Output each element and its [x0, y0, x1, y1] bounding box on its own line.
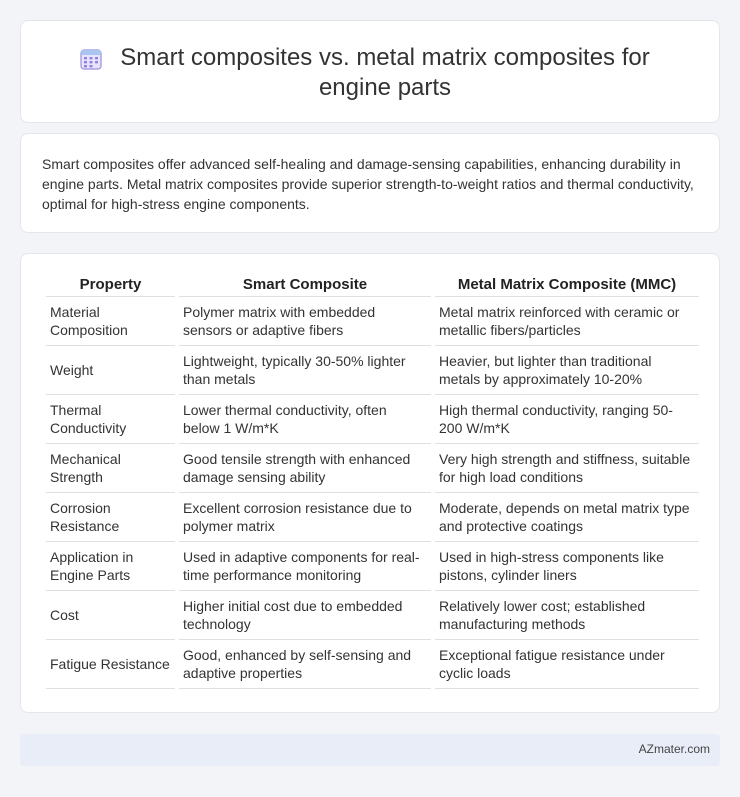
- mmc-cell: Moderate, depends on metal matrix type and protective coatings: [435, 493, 699, 542]
- table-row: [46, 395, 699, 444]
- comparison-card: [20, 253, 720, 713]
- property-cell: Material Composition: [46, 297, 175, 346]
- property-cell: Corrosion Resistance: [46, 493, 175, 542]
- footer: [20, 734, 720, 766]
- summary-text: Smart composites offer advanced self-healing and damage-sensing capabilities, enhancing durability in engine parts. Metal matrix composites provide superior strength-to-weight ratios and thermal conductivity, optimal for high-stress engine components.: [42, 156, 694, 212]
- summary-card: [20, 133, 720, 233]
- title-card: [20, 20, 720, 123]
- table-row: [46, 297, 699, 346]
- property-cell: Cost: [46, 591, 175, 640]
- mmc-cell: High thermal conductivity, ranging 50-200 W/m*K: [435, 395, 699, 444]
- mmc-cell: Heavier, but lighter than traditional metals by approximately 10-20%: [435, 346, 699, 395]
- table-row: [46, 346, 699, 395]
- property-cell: Fatigue Resistance: [46, 640, 175, 689]
- header-mmc: Metal Matrix Composite (MMC): [435, 275, 699, 297]
- table-row: [46, 493, 699, 542]
- property-cell: Mechanical Strength: [46, 444, 175, 493]
- mmc-cell: Metal matrix reinforced with ceramic or metallic fibers/particles: [435, 297, 699, 346]
- smart-composite-cell: Used in adaptive components for real-time performance monitoring: [179, 542, 431, 591]
- property-cell: Application in Engine Parts: [46, 542, 175, 591]
- smart-composite-cell: Good tensile strength with enhanced damage sensing ability: [179, 444, 431, 493]
- table-header-row: [46, 275, 699, 297]
- table-row: [46, 591, 699, 640]
- smart-composite-cell: Lower thermal conductivity, often below 1 W/m*K: [179, 395, 431, 444]
- header-property: Property: [46, 275, 175, 297]
- page-title: Smart composites vs. metal matrix composites for engine parts: [120, 44, 650, 101]
- property-cell: Thermal Conductivity: [46, 395, 175, 444]
- header-smart-composite: Smart Composite: [179, 275, 431, 297]
- property-cell: Weight: [46, 346, 175, 395]
- smart-composite-cell: Polymer matrix with embedded sensors or adaptive fibers: [179, 297, 431, 346]
- mmc-cell: Used in high-stress components like pistons, cylinder liners: [435, 542, 699, 591]
- smart-composite-cell: Good, enhanced by self-sensing and adaptive properties: [179, 640, 431, 689]
- smart-composite-cell: Higher initial cost due to embedded technology: [179, 591, 431, 640]
- mmc-cell: Very high strength and stiffness, suitable for high load conditions: [435, 444, 699, 493]
- smart-composite-cell: Lightweight, typically 30-50% lighter than metals: [179, 346, 431, 395]
- table-row: [46, 640, 699, 689]
- mmc-cell: Exceptional fatigue resistance under cyclic loads: [435, 640, 699, 689]
- footer-site-link[interactable]: AZmater.com: [638, 742, 710, 756]
- table-row: [46, 542, 699, 591]
- smart-composite-cell: Excellent corrosion resistance due to polymer matrix: [179, 493, 431, 542]
- comparison-table: [42, 275, 703, 689]
- table-row: [46, 444, 699, 493]
- mmc-cell: Relatively lower cost; established manufacturing methods: [435, 591, 699, 640]
